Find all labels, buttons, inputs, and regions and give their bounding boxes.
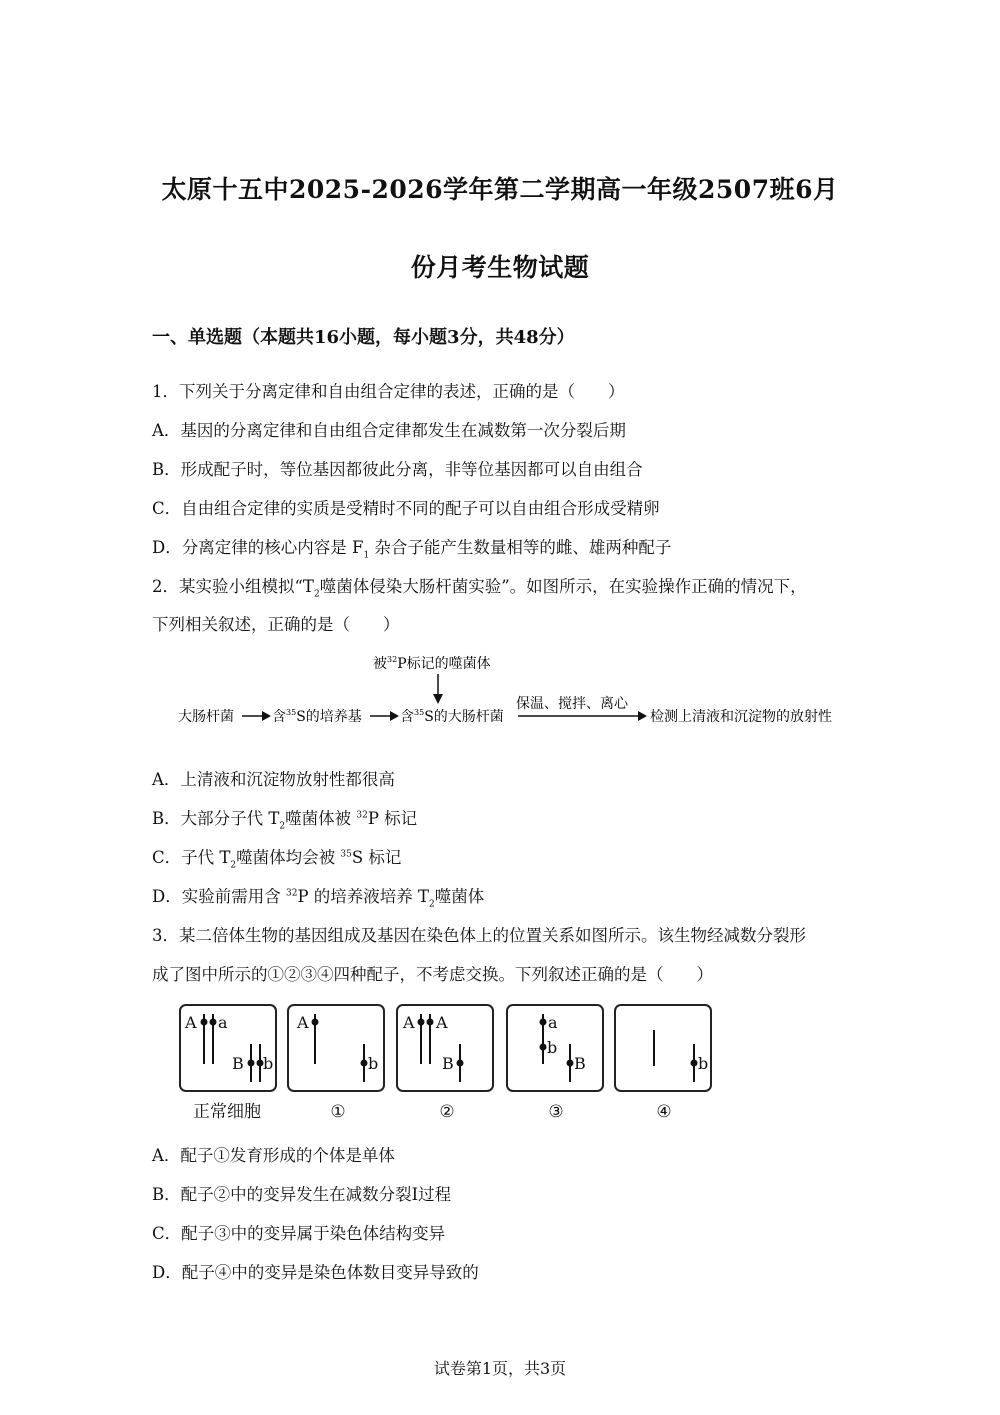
q2-c-sup: 35 — [340, 849, 352, 860]
q2-stem-line1 — [152, 573, 807, 599]
q3-stem-line2: 成了图中所示的①②③④四种配子，不考虑交换。下列叙述正确的是（ ） — [152, 965, 713, 984]
q2-d-mid: P 的培养液培养 T — [297, 887, 430, 906]
gene-label: B — [574, 1054, 586, 1073]
q2-b-post: P 标记 — [367, 809, 418, 828]
q3-option-b: B．配子②中的变异发生在减数分裂Ⅰ过程 — [152, 1185, 452, 1204]
centromere — [457, 1060, 464, 1067]
cell-label-4: ④ — [656, 1102, 672, 1122]
q1-option-a: A．基因的分离定律和自由组合定律都发生在减数第一次分裂后期 — [152, 421, 626, 440]
phage-label: 被$^{32}$P标记的噬菌体 — [373, 655, 491, 672]
cell-label-3: ③ — [548, 1102, 564, 1122]
q1-option-d — [152, 534, 671, 560]
node-medium: 含$^{35}$S的培养基 — [272, 708, 362, 725]
q1-option-b: B．形成配子时，等位基因都彼此分离，非等位基因都可以自由组合 — [152, 460, 643, 479]
q1-option-c: C．自由组合定律的实质是受精时不同的配子可以自由组合形成受精卵 — [152, 499, 660, 518]
gene-label: a — [548, 1013, 558, 1032]
q3-gamete-diagram — [172, 1000, 732, 1130]
gene-label: b — [263, 1054, 274, 1073]
cell-label-2: ② — [439, 1102, 455, 1122]
q1-d-pre: D．分离定律的核心内容是 F — [152, 538, 364, 557]
q2-d-pre: D．实验前需用含 — [152, 887, 286, 906]
node-ecoli: 大肠杆菌 — [178, 709, 234, 725]
q3-option-d: D．配子④中的变异是染色体数目变异导致的 — [152, 1263, 479, 1282]
centromere — [312, 1019, 319, 1026]
q2-stem-line2: 下列相关叙述，正确的是（ ） — [152, 615, 400, 634]
q2-b-sub: 2 — [279, 821, 286, 832]
gene-label: B — [232, 1054, 244, 1073]
centromere — [691, 1060, 698, 1067]
q3-option-a: A．配子①发育形成的个体是单体 — [152, 1146, 395, 1165]
centromere — [361, 1060, 368, 1067]
centromere — [418, 1019, 425, 1026]
centromere — [540, 1044, 547, 1051]
q2-b-sup: 32 — [356, 810, 368, 821]
centromere — [567, 1060, 574, 1067]
q2-option-c — [152, 844, 401, 870]
gene-label: a — [218, 1013, 228, 1032]
q3-stem-line1: 3．某二倍体生物的基因组成及基因在染色体上的位置关系如图所示。该生物经减数分裂形 — [152, 926, 806, 945]
gene-label: A — [436, 1013, 448, 1032]
q2-d-sup: 32 — [285, 888, 298, 899]
q2-stem-sub: 2 — [313, 589, 320, 600]
arrowhead-3 — [638, 711, 647, 721]
exam-title-line2: 份月考生物试题 — [410, 253, 590, 282]
gene-label: A — [185, 1013, 197, 1032]
q1-d-sub: 1 — [363, 550, 370, 561]
q2-stem-pre: 2．某实验小组模拟“T — [152, 577, 314, 596]
gene-label: B — [442, 1054, 454, 1073]
cell-label-1: ① — [330, 1102, 346, 1122]
gene-label: A — [403, 1013, 415, 1032]
cell-box-4 — [615, 1005, 711, 1091]
centromere — [248, 1060, 255, 1067]
node-labeled-ecoli: 含$^{35}$S的大肠杆菌 — [400, 708, 504, 725]
gene-label: b — [547, 1038, 558, 1057]
gene-label: b — [368, 1054, 379, 1073]
q2-b-mid: 噬菌体被 — [285, 809, 357, 828]
node-detect: 检测上清液和沉淀物的放射性 — [650, 709, 832, 725]
q2-flow-diagram — [160, 648, 880, 738]
q1-d-post: 杂合子能产生数量相等的雌、雄两种配子 — [369, 538, 672, 557]
down-arrowhead — [433, 694, 443, 704]
gene-label: b — [698, 1054, 709, 1073]
arrowhead-2 — [390, 711, 399, 721]
centromere — [540, 1019, 547, 1026]
q2-option-d — [152, 883, 484, 909]
cell-label-normal: 正常细胞 — [193, 1102, 261, 1122]
q3-option-c: C．配子③中的变异属于染色体结构变异 — [152, 1224, 446, 1243]
q2-b-pre: B．大部分子代 T — [152, 809, 280, 828]
exam-title-line1: 太原十五中2025-2026学年第二学期高一年级2507班6月 — [161, 175, 839, 204]
gene-label: A — [297, 1013, 309, 1032]
process-label: 保温、搅拌、离心 — [516, 696, 628, 712]
q2-option-b — [152, 805, 417, 831]
section-heading: 一、单选题（本题共16小题，每小题3分，共48分） — [152, 327, 575, 348]
q2-c-pre: C．子代 T — [152, 848, 231, 867]
q2-c-post: S 标记 — [351, 848, 402, 867]
centromere — [210, 1019, 217, 1026]
centromere — [201, 1019, 208, 1026]
centromere — [427, 1019, 434, 1026]
q2-stem-post: 噬菌体侵染大肠杆菌实验”。如图所示，在实验操作正确的情况下， — [319, 577, 807, 596]
q2-c-sub: 2 — [230, 860, 237, 871]
page-footer: 试卷第1页，共3页 — [433, 1359, 567, 1378]
q2-d-post: 噬菌体 — [434, 887, 485, 906]
q2-c-mid: 噬菌体均会被 — [236, 848, 341, 867]
q2-option-a: A．上清液和沉淀物放射性都很高 — [152, 770, 395, 789]
q2-d-sub: 2 — [429, 899, 435, 910]
q1-stem: 1．下列关于分离定律和自由组合定律的表述，正确的是（ ） — [152, 382, 625, 401]
arrowhead-1 — [262, 711, 271, 721]
